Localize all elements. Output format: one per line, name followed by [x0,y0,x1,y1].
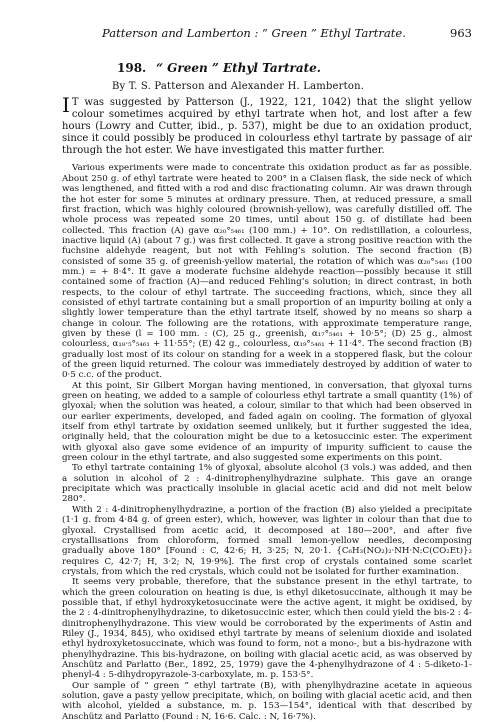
paragraph-experiments: Various experiments were made to concentrate this oxidation product as far as possible. About 250 g. of ethyl tartrate were heated to 200° in a Claisen flask, the side neck of which was lengthened, and fitted with a rod and disc fractionating column. Air was drawn through the hot ester for some 5 minutes at ordinary pressure. Then, at reduced pressure, a small first fraction, which was highly coloured (brownish-yellow), was carefully distilled off. The whole process was repeated some 20 times, until about 150 g. of distillate had been collected. This fraction (A) gave α₂₀°₅₄₆₁ (100 mm.) + 10°. On redistillation, a colourless, inactive liquid (A) (about 7 g.) was first collected. It gave a strong positive reaction with the fuchsine aldehyde reagent, but not with Fehling’s solution. The second fraction (B) consisted of some 35 g. of greenish-yellow material, the rotation of which was α₂₀°₅₄₆₁ (100 mm.) = + 8·4°. It gave a moderate fuchsine aldehyde reaction—possibly because it still contained some of fraction (A)—and reduced Fehling’s solution; in direct contrast, in both respects, to the colour of ethyl tartrate. The succeeding fractions, which, since they all consisted of ethyl tartrate containing but a small proportion of an impurity boiling at only a slightly lower temperature than the ethyl tartrate itself, showed by no means so sharp a change in colour. The following are the rotations, with approximate temperature range, given by these (l = 100 mm. : (C), 25 g., greenish, α₁₇°₅₄₆₁ + 10·5°; (D) 25 g., almost colourless, α₁₈·₅°₅₄₆₁ + 11·55°; (E) 42 g., colourless, α₁₉°₅₄₆₁ + 11·4°. The second fraction (B) gradually lost most of its colour on standing for a week in a stoppered flask, but the colour of the green liquid returned. The colour was immediately destroyed by addition of water to 0·5 c.c. of the product. [62,163,472,381]
byline: By T. S. Patterson and Alexander H. Lamberton. [112,81,365,92]
article-title: “ Green ” Ethyl Tartrate. [156,61,321,75]
intro-paragraph [62,93,472,157]
article-number: 198. [117,61,147,75]
running-head-title: Patterson and Lamberton : “ Green ” Ethyl Tartrate. [102,26,406,40]
paragraph-discussion: It seems very probable, therefore, that the substance present in the ethyl tartrate, to which the green colouration on heating is due, is ethyl diketosuccinate, although it may be possible that, if ethyl hydroxyketosuccinate were the active agent, it might be oxidised, by the 2 : 4-dinitrophenylhydrazine, to diketosuccinic ester, which then could yield the bis-2 : 4-dinitrophenylhydrazone. This view would be corroborated by the experiments of Astin and Riley (J., 1934, 845), who oxidised ethyl tartrate by means of selenium dioxide and isolated ethyl hydroxyketosuccinate, which was found to form, not a mono-, but a bis-hydrazone with phenylhydrazine. This bis-hydrazone, on boiling with glacial acetic acid, as was observed by Anschütz and Parlatto (Ber., 1892, 25, 1979) gave the 4-phenylhydrazone of 4 : 5-diketo-1-phenyl-4 : 5-dihydropyrazole-3-carboxylate, m. p. 153·5°. [62,577,472,681]
running-head [62,24,472,42]
paragraph-glyoxal: At this point, Sir Gilbert Morgan having mentioned, in conversation, that glyoxal turns green on heating, we added to a sample of colourless ethyl tartrate a small quantity (1%) of glyoxal; when the solution was heated, a colour, similar to that which had been observed in our earlier experiments, developed, and faded again on cooling. The formation of glyoxal itself from ethyl tartrate by oxidation seemed unlikely, but it further suggested the idea, originally held, that the colouration might be due to a ketosuccinic ester. The experiment with glyoxal also gave some evidence of an impurity of impurity sufficient to cause the green colour in the ethyl tartrate, and also suggested some experiments on this point. [62,380,472,464]
intro-text: T was suggested by Patterson (J., 1922, 121, 1042) that the slight yellow colour sometimes acquired by ethyl tartrate when hot, and lost after a few hours (Lowry and Cutter, ibid., p. 537), might be due to an oxidation product, since it could possibly be produced in colourless ethyl tartrate by passage of air through the hot ester. We have investigated this matter further. [62,97,472,157]
page-number: 963 [450,26,472,40]
paragraph-green-sample: Our sample of “ green ” ethyl tartrate (B), with phenylhydrazine acetate in aqueous solution, gave a pasty yellow precipitate, which, on boiling with glacial acetic acid, and then with alcohol, yielded a substance, m. p. 153—154°, identical with that described by Anschütz and Parlatto (Found : N, 16·6. Calc. : N, 16·7%). [62,680,472,722]
article-heading [117,60,472,76]
drop-cap: I [62,93,70,117]
paragraph-hydrazine: To ethyl tartrate containing 1% of glyoxal, absolute alcohol (3 vols.) was added, and then a solution in alcohol of 2 : 4-dinitrophenylhydrazine sulphate. This gave an orange precipitate which was practically insoluble in glacial acetic acid and did not melt below 280°. [62,463,472,505]
article [62,60,472,722]
paragraph-precipitate: With 2 : 4-dinitrophenylhydrazine, a portion of the fraction (B) also yielded a precipitate (1·1 g. from 4·84 g. of green ester), which, however, was lighter in colour than that due to glyoxal. Crystallised from acetic acid, it decomposed at 180—200°, and after five crystallisations from chloroform, formed small lemon-yellow needles, decomposing gradually above 180° [Found : C, 42·6; H, 3·25; N, 20·1. {C₆H₃(NO₂)₂·NH·N:C(CO₂Et)}₂ requires C, 42·7; H, 3·2; N, 19·9%]. The first crop of crystals contained some scarlet crystals, from which the red crystals, which could not be isolated for further examination. [62,504,472,577]
